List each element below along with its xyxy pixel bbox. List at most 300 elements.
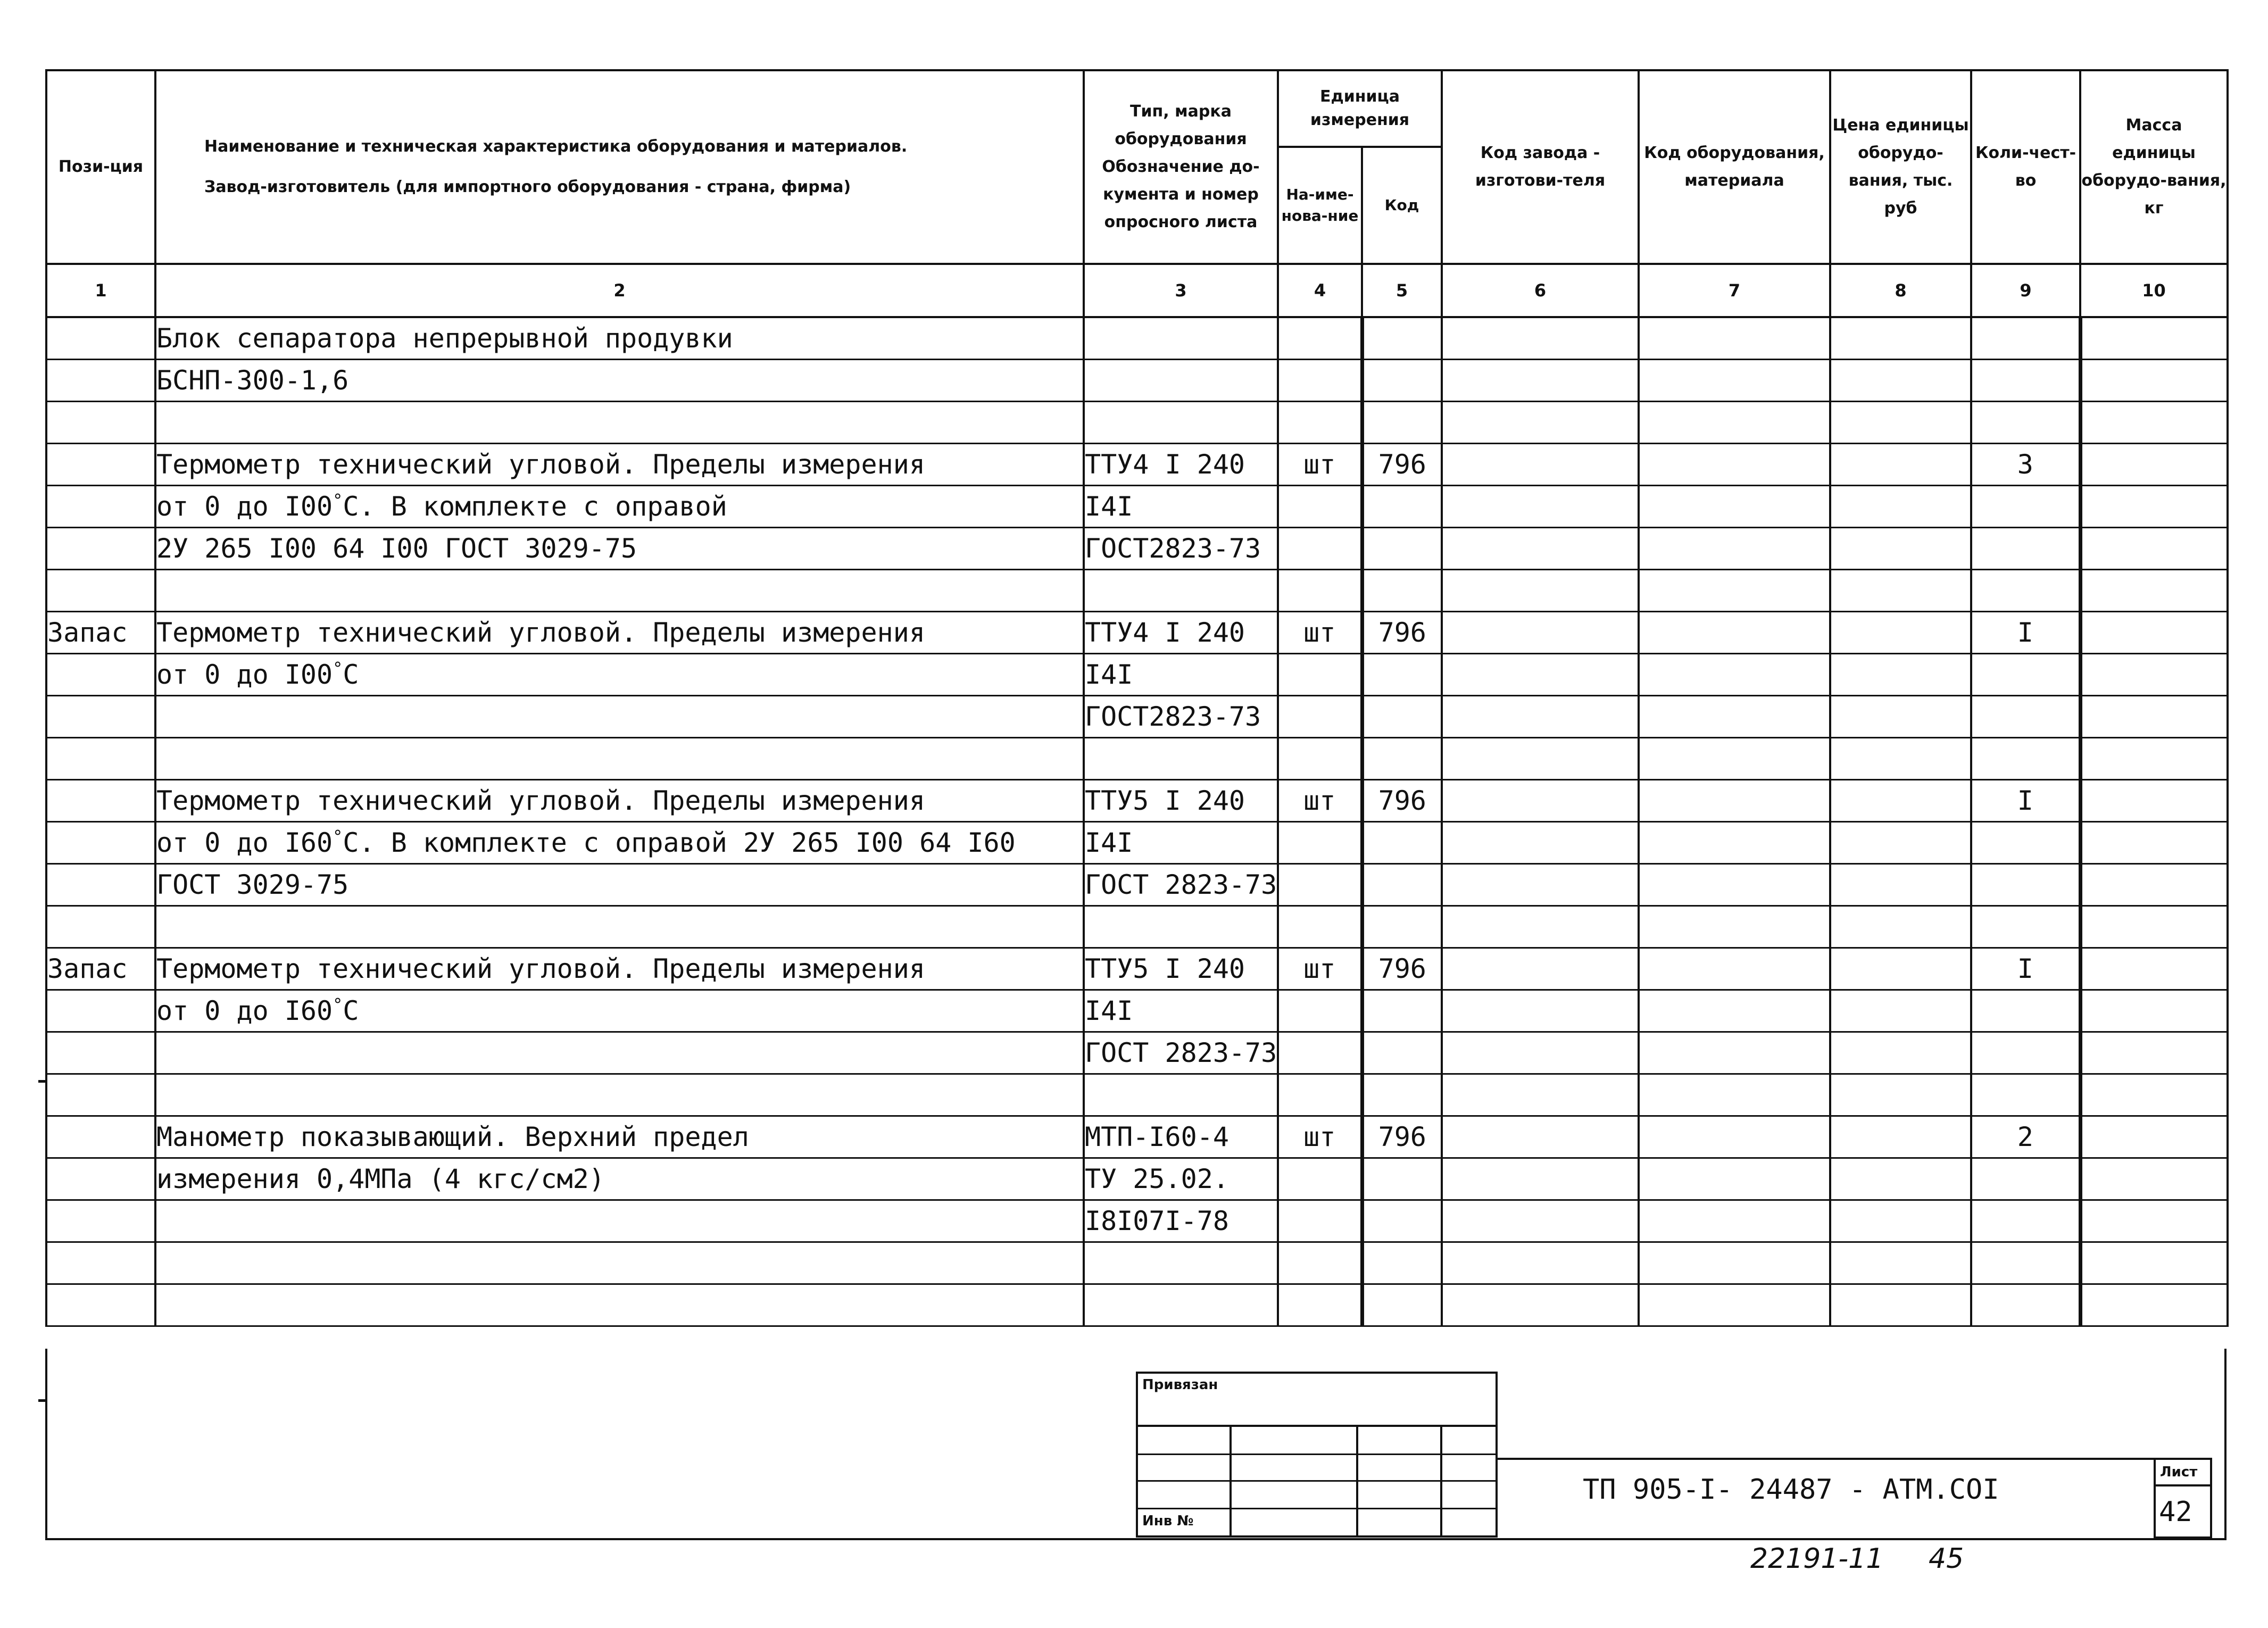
cell-col7 — [1639, 1074, 1830, 1116]
cell-col8 — [1830, 822, 1971, 864]
cell-col7 — [1639, 402, 1830, 444]
cell-pos — [46, 780, 155, 822]
cell-name — [155, 570, 1084, 612]
header-mass: Масса единицы оборудо-вания, кг — [2080, 70, 2228, 264]
cell-unit — [1278, 654, 1362, 696]
header-equipment-code: Код оборудования, материала — [1639, 70, 1830, 264]
cell-col6 — [1442, 1284, 1639, 1326]
cell-col10 — [2080, 360, 2228, 402]
cell-col7 — [1639, 780, 1830, 822]
cell-code — [1362, 864, 1442, 906]
table-row — [46, 570, 2228, 612]
cell-name: Манометр показывающий. Верхний предел — [155, 1116, 1084, 1158]
cell-pos — [46, 317, 155, 360]
cell-unit — [1278, 1284, 1362, 1326]
cell-col10 — [2080, 1200, 2228, 1242]
cell-type: ГОСТ 2823-73 — [1084, 864, 1278, 906]
cell-name — [155, 738, 1084, 780]
cell-pos — [46, 696, 155, 738]
table-row — [46, 1158, 2228, 1200]
cell-name: от 0 до I60°С. В комплекте с оправой 2У 265 I00 64 I60 — [155, 822, 1084, 864]
cell-qty — [1971, 906, 2080, 948]
cell-pos: Запас — [46, 612, 155, 654]
cell-col6 — [1442, 528, 1639, 570]
table-row — [46, 612, 2228, 654]
cell-unit: шт — [1278, 948, 1362, 990]
cell-type: ГОСТ 2823-73 — [1084, 1032, 1278, 1074]
table-row — [46, 1284, 2228, 1326]
column-number: 5 — [1362, 264, 1442, 317]
cell-type: ТУ 25.02. — [1084, 1158, 1278, 1200]
cell-pos — [46, 738, 155, 780]
cell-qty — [1971, 486, 2080, 528]
cell-col8 — [1830, 528, 1971, 570]
table-row — [46, 654, 2228, 696]
cell-code — [1362, 486, 1442, 528]
cell-col6 — [1442, 948, 1639, 990]
sheet-label: Лист — [2160, 1464, 2198, 1480]
cell-col8 — [1830, 948, 1971, 990]
cell-col6 — [1442, 1158, 1639, 1200]
cell-pos — [46, 864, 155, 906]
cell-col6 — [1442, 1242, 1639, 1284]
cell-name: 2У 265 I00 64 I00 ГОСТ 3029-75 — [155, 528, 1084, 570]
margin-tick — [38, 1080, 46, 1083]
cell-col8 — [1830, 1116, 1971, 1158]
cell-type — [1084, 402, 1278, 444]
cell-col10 — [2080, 486, 2228, 528]
table-row — [46, 948, 2228, 990]
table-row — [46, 360, 2228, 402]
table-row — [46, 1032, 2228, 1074]
cell-col7 — [1639, 528, 1830, 570]
cell-type: I4I — [1084, 654, 1278, 696]
cell-col6 — [1442, 1116, 1639, 1158]
cell-pos — [46, 570, 155, 612]
table-row — [46, 864, 2228, 906]
cell-name — [155, 1284, 1084, 1326]
header-maker-code: Код завода - изготови-теля — [1442, 70, 1639, 264]
table-row — [46, 780, 2228, 822]
cell-type: ТТУ4 I 240 — [1084, 444, 1278, 486]
cell-name — [155, 1200, 1084, 1242]
cell-col6 — [1442, 360, 1639, 402]
cell-col10 — [2080, 738, 2228, 780]
cell-type — [1084, 1074, 1278, 1116]
title-block-line — [1498, 1458, 2154, 1460]
column-number: 6 — [1442, 264, 1639, 317]
header-price: Цена единицы оборудо-вания, тыс. руб — [1830, 70, 1971, 264]
cell-name — [155, 696, 1084, 738]
cell-code — [1362, 738, 1442, 780]
cell-col7 — [1639, 696, 1830, 738]
stamp-box — [1136, 1372, 1498, 1538]
cell-unit — [1278, 738, 1362, 780]
cell-qty: 3 — [1971, 444, 2080, 486]
header-type-line1: Тип, марка оборудования — [1115, 102, 1247, 148]
cell-code: 796 — [1362, 780, 1442, 822]
cell-col8 — [1830, 317, 1971, 360]
column-number: 10 — [2080, 264, 2228, 317]
cell-col10 — [2080, 990, 2228, 1032]
cell-col6 — [1442, 738, 1639, 780]
cell-col7 — [1639, 612, 1830, 654]
table-row — [46, 528, 2228, 570]
column-number-row — [46, 264, 2228, 317]
cell-col7 — [1639, 822, 1830, 864]
table-row — [46, 1074, 2228, 1116]
cell-type: МТП-I60-4 — [1084, 1116, 1278, 1158]
stamp-attached-label: Привязан — [1142, 1377, 1218, 1393]
cell-col8 — [1830, 1032, 1971, 1074]
cell-col7 — [1639, 1242, 1830, 1284]
cell-col6 — [1442, 990, 1639, 1032]
cell-pos — [46, 444, 155, 486]
column-number: 1 — [46, 264, 155, 317]
cell-col7 — [1639, 1158, 1830, 1200]
cell-code — [1362, 1284, 1442, 1326]
cell-col6 — [1442, 317, 1639, 360]
header-name-line2: Завод-изготовитель (для импортного оборудования - страна, фирма) — [204, 178, 851, 196]
cell-type: I8I07I-78 — [1084, 1200, 1278, 1242]
cell-name: Термометр технический угловой. Пределы измерения — [155, 612, 1084, 654]
cell-pos — [46, 1242, 155, 1284]
cell-pos — [46, 1116, 155, 1158]
cell-col10 — [2080, 1284, 2228, 1326]
cell-col6 — [1442, 1074, 1639, 1116]
cell-qty — [1971, 654, 2080, 696]
cell-name — [155, 1074, 1084, 1116]
cell-col10 — [2080, 1158, 2228, 1200]
cell-unit: шт — [1278, 1116, 1362, 1158]
cell-code — [1362, 1074, 1442, 1116]
cell-name — [155, 1242, 1084, 1284]
cell-col8 — [1830, 1284, 1971, 1326]
cell-col10 — [2080, 528, 2228, 570]
cell-name — [155, 1032, 1084, 1074]
cell-col8 — [1830, 444, 1971, 486]
cell-qty — [1971, 360, 2080, 402]
archive-number: 22191-11 — [1750, 1543, 1884, 1575]
cell-col8 — [1830, 864, 1971, 906]
header-unit-code: Код — [1362, 147, 1442, 264]
cell-pos — [46, 1158, 155, 1200]
cell-pos — [46, 1074, 155, 1116]
header-quantity: Коли-чест-во — [1971, 70, 2080, 264]
cell-pos — [46, 990, 155, 1032]
cell-qty — [1971, 1200, 2080, 1242]
cell-col6 — [1442, 780, 1639, 822]
header-position: Пози-ция — [46, 70, 155, 264]
cell-qty — [1971, 822, 2080, 864]
cell-col10 — [2080, 864, 2228, 906]
cell-col7 — [1639, 317, 1830, 360]
cell-col8 — [1830, 654, 1971, 696]
column-number: 9 — [1971, 264, 2080, 317]
cell-qty — [1971, 1074, 2080, 1116]
cell-col8 — [1830, 1200, 1971, 1242]
cell-code: 796 — [1362, 1116, 1442, 1158]
cell-col8 — [1830, 780, 1971, 822]
table-row — [46, 822, 2228, 864]
cell-col6 — [1442, 1032, 1639, 1074]
cell-col8 — [1830, 612, 1971, 654]
cell-code — [1362, 528, 1442, 570]
cell-col10 — [2080, 612, 2228, 654]
cell-qty — [1971, 570, 2080, 612]
column-number: 4 — [1278, 264, 1362, 317]
cell-code — [1362, 1158, 1442, 1200]
cell-qty — [1971, 317, 2080, 360]
header-name-line1: Наименование и техническая характеристика оборудования и материалов. — [204, 137, 908, 156]
header-unit-name: На-име-нова-ние — [1278, 147, 1362, 264]
cell-qty — [1971, 738, 2080, 780]
cell-qty — [1971, 1242, 2080, 1284]
cell-unit — [1278, 1032, 1362, 1074]
archive-page: 45 — [1929, 1543, 1964, 1575]
cell-col8 — [1830, 1074, 1971, 1116]
cell-name: Термометр технический угловой. Пределы измерения — [155, 780, 1084, 822]
cell-code: 796 — [1362, 612, 1442, 654]
cell-col8 — [1830, 486, 1971, 528]
column-number: 7 — [1639, 264, 1830, 317]
table-row — [46, 1242, 2228, 1284]
cell-code: 796 — [1362, 444, 1442, 486]
cell-code: 796 — [1362, 948, 1442, 990]
cell-col6 — [1442, 906, 1639, 948]
cell-col7 — [1639, 486, 1830, 528]
cell-unit — [1278, 1242, 1362, 1284]
cell-name — [155, 906, 1084, 948]
table-row — [46, 317, 2228, 360]
cell-col8 — [1830, 402, 1971, 444]
title-code: ТП 905-I- 24487 - АТМ.СОI — [1583, 1474, 1999, 1506]
cell-qty: I — [1971, 780, 2080, 822]
cell-type: ТТУ4 I 240 — [1084, 612, 1278, 654]
table-row — [46, 444, 2228, 486]
cell-col10 — [2080, 948, 2228, 990]
cell-type — [1084, 1284, 1278, 1326]
cell-unit — [1278, 570, 1362, 612]
cell-type: ГОСТ2823-73 — [1084, 528, 1278, 570]
cell-unit — [1278, 1158, 1362, 1200]
cell-col8 — [1830, 1158, 1971, 1200]
cell-col7 — [1639, 360, 1830, 402]
cell-name: от 0 до I00°С — [155, 654, 1084, 696]
cell-col7 — [1639, 990, 1830, 1032]
cell-col6 — [1442, 486, 1639, 528]
cell-type — [1084, 317, 1278, 360]
cell-col8 — [1830, 1242, 1971, 1284]
cell-qty — [1971, 402, 2080, 444]
cell-qty — [1971, 1284, 2080, 1326]
column-number: 8 — [1830, 264, 1971, 317]
cell-code — [1362, 906, 1442, 948]
cell-name: Термометр технический угловой. Пределы измерения — [155, 444, 1084, 486]
table-row — [46, 486, 2228, 528]
cell-qty — [1971, 528, 2080, 570]
cell-col7 — [1639, 906, 1830, 948]
cell-code — [1362, 696, 1442, 738]
cell-code — [1362, 654, 1442, 696]
cell-unit — [1278, 1200, 1362, 1242]
cell-name: Блок сепаратора непрерывной продувки — [155, 317, 1084, 360]
cell-type: I4I — [1084, 990, 1278, 1032]
cell-type — [1084, 906, 1278, 948]
stamp-inv-label: Инв № — [1142, 1513, 1194, 1529]
cell-name: ГОСТ 3029-75 — [155, 864, 1084, 906]
cell-col10 — [2080, 1116, 2228, 1158]
header-name — [155, 70, 1084, 264]
cell-type — [1084, 1242, 1278, 1284]
cell-col10 — [2080, 570, 2228, 612]
cell-unit — [1278, 360, 1362, 402]
cell-pos: Запас — [46, 948, 155, 990]
cell-pos — [46, 1200, 155, 1242]
header-type-line2: Обозначение до-кумента и номер опросного листа — [1102, 157, 1260, 231]
cell-col7 — [1639, 948, 1830, 990]
table-row — [46, 738, 2228, 780]
cell-code — [1362, 990, 1442, 1032]
cell-col7 — [1639, 570, 1830, 612]
cell-col6 — [1442, 822, 1639, 864]
cell-code — [1362, 822, 1442, 864]
cell-col10 — [2080, 402, 2228, 444]
cell-qty: I — [1971, 948, 2080, 990]
cell-name: от 0 до I60°С — [155, 990, 1084, 1032]
cell-col10 — [2080, 696, 2228, 738]
cell-pos — [46, 654, 155, 696]
sheet-number: 42 — [2159, 1496, 2192, 1528]
cell-pos — [46, 360, 155, 402]
cell-unit — [1278, 822, 1362, 864]
table-row — [46, 402, 2228, 444]
cell-col7 — [1639, 1116, 1830, 1158]
cell-name: БСНП-300-1,6 — [155, 360, 1084, 402]
cell-type: ТТУ5 I 240 — [1084, 780, 1278, 822]
cell-type — [1084, 570, 1278, 612]
cell-col7 — [1639, 1032, 1830, 1074]
column-number: 2 — [155, 264, 1084, 317]
cell-unit — [1278, 1074, 1362, 1116]
cell-col6 — [1442, 570, 1639, 612]
cell-col7 — [1639, 444, 1830, 486]
cell-unit — [1278, 696, 1362, 738]
cell-code — [1362, 402, 1442, 444]
cell-pos — [46, 906, 155, 948]
cell-qty — [1971, 696, 2080, 738]
cell-unit: шт — [1278, 444, 1362, 486]
cell-pos — [46, 1284, 155, 1326]
cell-code — [1362, 360, 1442, 402]
cell-unit — [1278, 317, 1362, 360]
cell-col8 — [1830, 906, 1971, 948]
cell-col6 — [1442, 696, 1639, 738]
cell-code — [1362, 317, 1442, 360]
cell-code — [1362, 1032, 1442, 1074]
table-row — [46, 696, 2228, 738]
cell-name: Термометр технический угловой. Пределы измерения — [155, 948, 1084, 990]
cell-col6 — [1442, 1200, 1639, 1242]
cell-code — [1362, 1242, 1442, 1284]
specification-table — [45, 69, 2229, 1327]
cell-col8 — [1830, 990, 1971, 1032]
cell-pos — [46, 486, 155, 528]
cell-type: ТТУ5 I 240 — [1084, 948, 1278, 990]
cell-qty — [1971, 1158, 2080, 1200]
cell-pos — [46, 402, 155, 444]
cell-col10 — [2080, 654, 2228, 696]
table-row — [46, 906, 2228, 948]
header-type — [1084, 70, 1278, 264]
cell-type: I4I — [1084, 822, 1278, 864]
table-row — [46, 1200, 2228, 1242]
cell-type: ГОСТ2823-73 — [1084, 696, 1278, 738]
table-row — [46, 1116, 2228, 1158]
cell-col6 — [1442, 402, 1639, 444]
cell-col10 — [2080, 1074, 2228, 1116]
cell-col10 — [2080, 822, 2228, 864]
cell-type — [1084, 738, 1278, 780]
cell-col10 — [2080, 906, 2228, 948]
cell-qty: 2 — [1971, 1116, 2080, 1158]
cell-unit — [1278, 528, 1362, 570]
cell-name — [155, 402, 1084, 444]
margin-tick — [38, 1399, 46, 1402]
cell-col7 — [1639, 1200, 1830, 1242]
cell-col6 — [1442, 654, 1639, 696]
cell-col8 — [1830, 738, 1971, 780]
cell-pos — [46, 822, 155, 864]
cell-col10 — [2080, 780, 2228, 822]
cell-unit — [1278, 486, 1362, 528]
cell-code — [1362, 570, 1442, 612]
cell-col10 — [2080, 1242, 2228, 1284]
cell-col6 — [1442, 444, 1639, 486]
cell-col6 — [1442, 612, 1639, 654]
cell-unit — [1278, 864, 1362, 906]
cell-col8 — [1830, 360, 1971, 402]
cell-col10 — [2080, 1032, 2228, 1074]
cell-pos — [46, 1032, 155, 1074]
column-number: 3 — [1084, 264, 1278, 317]
cell-col8 — [1830, 570, 1971, 612]
cell-col10 — [2080, 317, 2228, 360]
cell-col10 — [2080, 444, 2228, 486]
cell-qty: I — [1971, 612, 2080, 654]
cell-name: от 0 до I00°С. В комплекте с оправой — [155, 486, 1084, 528]
cell-unit — [1278, 402, 1362, 444]
table-row — [46, 990, 2228, 1032]
cell-type — [1084, 360, 1278, 402]
cell-col7 — [1639, 738, 1830, 780]
header-unit-group: Единица измерения — [1278, 70, 1442, 147]
cell-col7 — [1639, 654, 1830, 696]
cell-col8 — [1830, 696, 1971, 738]
cell-name: измерения 0,4МПа (4 кгс/см2) — [155, 1158, 1084, 1200]
cell-qty — [1971, 1032, 2080, 1074]
cell-col6 — [1442, 864, 1639, 906]
cell-qty — [1971, 864, 2080, 906]
cell-type: I4I — [1084, 486, 1278, 528]
table-body — [46, 317, 2228, 1326]
cell-code — [1362, 1200, 1442, 1242]
cell-pos — [46, 528, 155, 570]
cell-col7 — [1639, 864, 1830, 906]
cell-unit — [1278, 906, 1362, 948]
cell-unit: шт — [1278, 780, 1362, 822]
cell-qty — [1971, 990, 2080, 1032]
